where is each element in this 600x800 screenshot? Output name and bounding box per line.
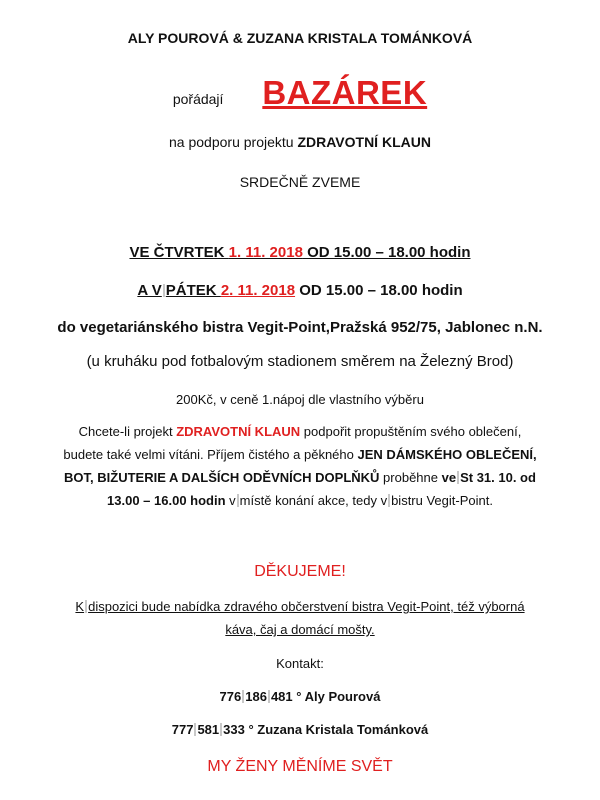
- date1-prefix: VE ČTVRTEK: [129, 244, 229, 261]
- separator-mark: [242, 690, 244, 703]
- donation-text: bistru Vegit-Point.: [391, 493, 493, 508]
- separator-mark: [268, 690, 270, 703]
- phone-part: 776: [219, 689, 242, 704]
- contact-name: ° Aly Pourová: [292, 689, 381, 704]
- support-line: [0, 134, 600, 150]
- phone-part: 481: [270, 689, 293, 704]
- event-title: BAZÁREK: [262, 74, 428, 111]
- title-line: [0, 74, 600, 112]
- date2-date: 2. 11. 2018: [220, 282, 296, 299]
- date1-time: OD 15.00 – 18.00 hodin: [302, 244, 471, 261]
- phone-part: 581: [197, 722, 220, 737]
- contact-label: Kontakt:: [276, 656, 324, 671]
- refresh-text: dispozici bude nabídka zdravého občerstvení bistra Vegit-Point, též výborná: [88, 599, 525, 614]
- donation-bold: JEN DÁMSKÉHO OBLEČENÍ,: [357, 447, 537, 462]
- date-line-thursday: [0, 244, 600, 261]
- donation-line-1: [0, 424, 600, 439]
- separator-mark: [163, 284, 165, 297]
- donation-project: ZDRAVOTNÍ KLAUN: [176, 424, 301, 439]
- date-line-friday: [0, 282, 600, 299]
- price-line: 200Kč, v ceně 1.nápoj dle vlastního výběru: [176, 392, 424, 407]
- donation-text: proběhne: [379, 470, 442, 485]
- contact-aly: [0, 689, 600, 704]
- donation-text: v: [225, 493, 236, 508]
- phone-part: 186: [245, 689, 267, 704]
- date1-date: 1. 11. 2018: [228, 244, 303, 261]
- porada-text: pořádají: [172, 91, 224, 107]
- separator-mark: [457, 471, 459, 484]
- refresh-line-2: káva, čaj a domácí mošty.: [225, 622, 375, 637]
- slogan: MY ŽENY MĚNÍME SVĚT: [207, 758, 393, 775]
- donation-line-2: [0, 447, 600, 462]
- separator-mark: [220, 723, 222, 736]
- donation-text: Chcete-li projekt: [78, 424, 177, 439]
- date2-prefix-b: PÁTEK: [165, 282, 221, 299]
- donation-text: místě konání akce, tedy v: [239, 493, 388, 508]
- donation-bold: 13.00 – 16.00 hodin: [107, 493, 226, 508]
- contact-name: ° Zuzana Kristala Tománková: [244, 722, 429, 737]
- date2-time: OD 15.00 – 18.00 hodin: [295, 282, 463, 299]
- organizers-line: ALY POUROVÁ & ZUZANA KRISTALA TOMÁNKOVÁ: [127, 30, 473, 46]
- separator-mark: [388, 494, 390, 507]
- separator-mark: [237, 494, 239, 507]
- refresh-line-1: [0, 599, 600, 614]
- donation-text: podpořit propuštěním svého oblečení,: [300, 424, 522, 439]
- donation-line-3: [0, 470, 600, 485]
- support-prefix: na podporu projektu: [169, 134, 298, 150]
- separator-mark: [85, 600, 87, 613]
- refresh-text: K: [75, 599, 85, 614]
- venue-directions: (u kruháku pod fotbalovým stadionem směrem na Železný Brod): [86, 353, 514, 370]
- donation-bold: BOT, BIŽUTERIE A DALŠÍCH ODĚVNÍCH DOPLŇKŮ: [64, 470, 380, 485]
- donation-line-4: [0, 493, 600, 508]
- contact-zuzana: [0, 722, 600, 737]
- donation-bold: ve: [441, 470, 457, 485]
- donation-text: budete také velmi vítáni. Příjem čistého a pěkného: [63, 447, 358, 462]
- project-name: ZDRAVOTNÍ KLAUN: [297, 134, 431, 150]
- date2-prefix-a: A V: [137, 282, 162, 299]
- phone-part: 777: [171, 722, 194, 737]
- venue-address: do vegetariánského bistra Vegit-Point,Pražská 952/75, Jablonec n.N.: [57, 319, 543, 336]
- phone-part: 333: [223, 722, 245, 737]
- thanks-line: DĚKUJEME!: [254, 563, 346, 580]
- donation-bold: St 31. 10. od: [460, 470, 536, 485]
- invite-line: SRDEČNĚ ZVEME: [239, 174, 361, 190]
